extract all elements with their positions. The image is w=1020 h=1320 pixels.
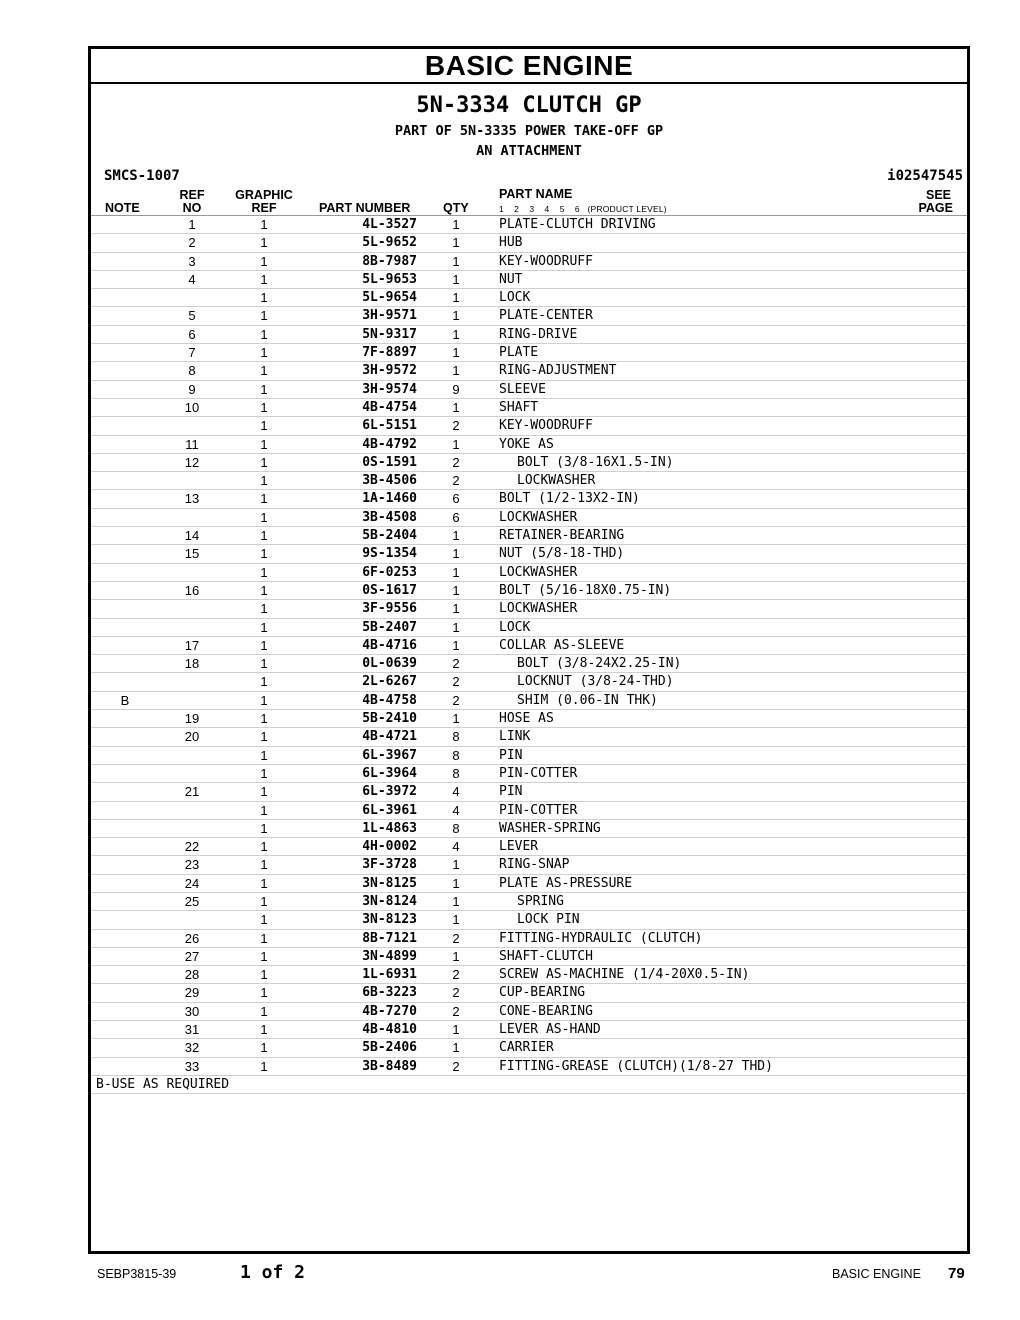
graphic-ref-cell: 1 (260, 582, 268, 598)
header-product-levels: 1 2 3 4 5 6 (PRODUCT LEVEL) (499, 204, 667, 214)
part-number-cell: 6F-0253 (362, 564, 417, 580)
part-name-cell: RING-DRIVE (499, 326, 578, 342)
qty-cell: 2 (452, 674, 460, 690)
qty-cell: 1 (452, 893, 460, 909)
part-name-cell: PLATE-CLUTCH DRIVING (499, 217, 656, 232)
subtitle-part-of: PART OF 5N-3335 POWER TAKE-OFF GP (394, 123, 664, 139)
part-number-cell: 5N-9317 (362, 326, 417, 342)
qty-cell: 2 (452, 967, 460, 983)
table-row (91, 454, 967, 472)
table-row (91, 216, 967, 234)
graphic-ref-cell: 1 (260, 619, 268, 635)
qty-cell: 1 (452, 308, 460, 324)
header-graphic-line1: GRAPHIC (235, 188, 293, 202)
table-row (91, 253, 967, 271)
qty-cell: 2 (452, 930, 460, 946)
table-row (91, 582, 967, 600)
part-name-cell: LOCKWASHER (499, 601, 578, 617)
graphic-ref-cell: 1 (260, 1003, 268, 1019)
part-number-cell: 0L-0639 (362, 656, 417, 672)
part-number-cell: 0S-1617 (362, 582, 417, 598)
part-name-cell: LEVER (499, 839, 539, 855)
qty-cell: 4 (452, 784, 460, 800)
graphic-ref-cell: 1 (260, 601, 268, 617)
qty-cell: 1 (452, 399, 460, 415)
qty-cell: 1 (452, 1022, 460, 1038)
qty-cell: 1 (452, 1040, 460, 1056)
part-name-cell: CARRIER (499, 1040, 554, 1056)
subtitle-attachment: AN ATTACHMENT (476, 143, 582, 159)
header-qty: QTY (443, 201, 469, 215)
graphic-ref-cell: 1 (260, 1040, 268, 1056)
ref-no-cell: 23 (184, 857, 200, 873)
table-row (91, 326, 967, 344)
group-title: 5N-3334 CLUTCH GP (416, 93, 642, 118)
part-number-cell: 1L-4863 (362, 820, 417, 836)
graphic-ref-cell: 1 (260, 637, 268, 653)
part-name-cell: LOCKWASHER (499, 564, 578, 580)
note-cell: B (120, 692, 130, 708)
part-name-cell: HOSE AS (499, 711, 554, 727)
part-number-cell: 4H-0002 (362, 839, 417, 855)
graphic-ref-cell: 1 (260, 399, 268, 415)
graphic-ref-cell: 1 (260, 491, 268, 507)
part-name-cell: SCREW AS-MACHINE (1/4-20X0.5-IN) (499, 967, 750, 983)
part-name-cell: NUT (5/8-18-THD) (499, 546, 625, 562)
footer-page-number: 79 (948, 1265, 965, 1282)
ref-no-cell: 26 (184, 930, 200, 946)
qty-cell: 2 (452, 985, 460, 1001)
qty-cell: 1 (452, 637, 460, 653)
part-name-cell: PIN-COTTER (499, 802, 578, 818)
parts-page-frame (88, 46, 970, 1254)
table-row (91, 234, 967, 252)
qty-cell: 1 (452, 912, 460, 928)
qty-cell: 1 (452, 253, 460, 269)
part-name-cell: CUP-BEARING (499, 985, 586, 1001)
part-name-cell: PIN-COTTER (499, 765, 578, 781)
header-see-line1: SEE (925, 188, 951, 202)
part-number-cell: 3N-8124 (362, 893, 417, 909)
table-row (91, 948, 967, 966)
table-row (91, 362, 967, 380)
graphic-ref-cell: 1 (260, 217, 268, 232)
graphic-ref-cell: 1 (260, 528, 268, 544)
part-name-cell: SPRING (517, 893, 564, 909)
ref-no-cell: 16 (184, 582, 200, 598)
table-row (91, 765, 967, 783)
qty-cell: 8 (452, 820, 460, 836)
part-number-cell: 5B-2410 (362, 711, 417, 727)
table-row (91, 289, 967, 307)
graphic-ref-cell: 1 (260, 326, 268, 342)
part-name-cell: PIN (499, 784, 523, 800)
ref-no-cell: 22 (184, 839, 200, 855)
part-name-cell: LOCKWASHER (499, 509, 578, 525)
table-row (91, 838, 967, 856)
table-row (91, 509, 967, 527)
ref-no-cell: 20 (184, 729, 200, 745)
graphic-ref-cell: 1 (260, 509, 268, 525)
part-number-cell: 4B-4792 (362, 436, 417, 452)
graphic-ref-cell: 1 (260, 948, 268, 964)
table-row (91, 820, 967, 838)
part-number-cell: 3N-8125 (362, 875, 417, 891)
graphic-ref-cell: 1 (260, 363, 268, 379)
qty-cell: 1 (452, 619, 460, 635)
qty-cell: 4 (452, 802, 460, 818)
part-number-cell: 1A-1460 (362, 491, 417, 507)
table-row (91, 271, 967, 289)
ref-no-cell: 6 (188, 326, 196, 342)
qty-cell: 1 (452, 217, 460, 232)
meta-row (91, 168, 967, 188)
graphic-ref-cell: 1 (260, 454, 268, 470)
graphic-ref-cell: 1 (260, 235, 268, 251)
qty-cell: 2 (452, 418, 460, 434)
ref-no-cell: 4 (188, 271, 196, 287)
part-name-cell: RING-SNAP (499, 857, 570, 873)
graphic-ref-cell: 1 (260, 692, 268, 708)
graphic-ref-cell: 1 (260, 820, 268, 836)
part-number-cell: 4B-4754 (362, 399, 417, 415)
part-name-cell: PLATE (499, 345, 539, 361)
part-name-cell: SHAFT-CLUTCH (499, 948, 593, 964)
table-row (91, 984, 967, 1002)
ref-no-cell: 18 (184, 656, 200, 672)
illustration-reference: i02547545 (887, 168, 963, 184)
part-number-cell: 4B-4721 (362, 729, 417, 745)
footnote: B-USE AS REQUIRED (91, 1076, 967, 1094)
qty-cell: 1 (452, 326, 460, 342)
part-number-cell: 5B-2407 (362, 619, 417, 635)
graphic-ref-cell: 1 (260, 418, 268, 434)
ref-no-cell: 33 (184, 1058, 200, 1074)
graphic-ref-cell: 1 (260, 747, 268, 763)
part-number-cell: 3H-9572 (362, 363, 417, 379)
footer-document-id: SEBP3815-39 (97, 1267, 177, 1281)
table-row (91, 655, 967, 673)
part-name-cell: PLATE-CENTER (499, 308, 593, 324)
smcs-code: SMCS-1007 (104, 168, 180, 184)
ref-no-cell: 28 (184, 967, 200, 983)
part-number-cell: 4B-4758 (362, 692, 417, 708)
graphic-ref-cell: 1 (260, 1058, 268, 1074)
header-part-name: PART NAME (499, 187, 573, 201)
ref-no-cell: 1 (188, 217, 196, 232)
qty-cell: 2 (452, 473, 460, 489)
qty-cell: 1 (452, 711, 460, 727)
qty-cell: 1 (452, 290, 460, 306)
part-name-cell: CONE-BEARING (499, 1003, 593, 1019)
part-number-cell: 6L-5151 (362, 418, 417, 434)
table-row (91, 747, 967, 765)
part-name-cell: LOCKWASHER (517, 473, 596, 489)
part-name-cell: BOLT (5/16-18X0.75-IN) (499, 582, 672, 598)
table-row (91, 600, 967, 618)
qty-cell: 2 (452, 454, 460, 470)
part-name-cell: LOCK PIN (517, 912, 580, 928)
part-name-cell: LOCK (499, 290, 531, 306)
table-row (91, 710, 967, 728)
qty-cell: 9 (452, 381, 460, 397)
part-number-cell: 6L-3961 (362, 802, 417, 818)
part-number-cell: 3N-8123 (362, 912, 417, 928)
part-name-cell: PLATE AS-PRESSURE (499, 875, 633, 891)
table-row (91, 472, 967, 490)
part-number-cell: 0S-1591 (362, 454, 417, 470)
ref-no-cell: 14 (184, 528, 200, 544)
table-row (91, 564, 967, 582)
part-number-cell: 4B-4810 (362, 1022, 417, 1038)
header-note: NOTE (105, 201, 140, 215)
table-row (91, 399, 967, 417)
part-number-cell: 6L-3964 (362, 765, 417, 781)
part-name-cell: NUT (499, 271, 523, 287)
part-name-cell: LEVER AS-HAND (499, 1022, 601, 1038)
ref-no-cell: 17 (184, 637, 200, 653)
ref-no-cell: 32 (184, 1040, 200, 1056)
table-row (91, 1021, 967, 1039)
part-name-cell: COLLAR AS-SLEEVE (499, 637, 625, 653)
column-headers (91, 188, 967, 216)
graphic-ref-cell: 1 (260, 674, 268, 690)
section-title: BASIC ENGINE (91, 49, 967, 84)
graphic-ref-cell: 1 (260, 381, 268, 397)
ref-no-cell: 31 (184, 1022, 200, 1038)
graphic-ref-cell: 1 (260, 656, 268, 672)
part-name-cell: FITTING-GREASE (CLUTCH)(1/8-27 THD) (499, 1058, 773, 1074)
part-name-cell: KEY-WOODRUFF (499, 253, 593, 269)
graphic-ref-cell: 1 (260, 546, 268, 562)
ref-no-cell: 15 (184, 546, 200, 562)
part-number-cell: 3H-9574 (362, 381, 417, 397)
graphic-ref-cell: 1 (260, 308, 268, 324)
footer-section: BASIC ENGINE (832, 1267, 921, 1281)
table-row (91, 911, 967, 929)
qty-cell: 1 (452, 601, 460, 617)
qty-cell: 1 (452, 345, 460, 361)
table-row (91, 1058, 967, 1076)
graphic-ref-cell: 1 (260, 711, 268, 727)
ref-no-cell: 8 (188, 363, 196, 379)
part-number-cell: 6B-3223 (362, 985, 417, 1001)
qty-cell: 1 (452, 528, 460, 544)
ref-no-cell: 19 (184, 711, 200, 727)
part-number-cell: 6L-3972 (362, 784, 417, 800)
qty-cell: 6 (452, 491, 460, 507)
part-number-cell: 3B-8489 (362, 1058, 417, 1074)
graphic-ref-cell: 1 (260, 839, 268, 855)
graphic-ref-cell: 1 (260, 1022, 268, 1038)
table-row (91, 930, 967, 948)
part-number-cell: 7F-8897 (362, 345, 417, 361)
part-name-cell: BOLT (1/2-13X2-IN) (499, 491, 640, 507)
header-graphic-line2: REF (251, 201, 277, 215)
part-number-cell: 5L-9653 (362, 271, 417, 287)
part-number-cell: 3F-9556 (362, 601, 417, 617)
qty-cell: 1 (452, 582, 460, 598)
graphic-ref-cell: 1 (260, 253, 268, 269)
header-see-line2: PAGE (918, 201, 953, 215)
qty-cell: 2 (452, 656, 460, 672)
table-row (91, 527, 967, 545)
part-name-cell: KEY-WOODRUFF (499, 418, 593, 434)
table-row (91, 490, 967, 508)
table-row (91, 307, 967, 325)
part-name-cell: LOCK (499, 619, 531, 635)
part-name-cell: LOCKNUT (3/8-24-THD) (517, 674, 674, 690)
graphic-ref-cell: 1 (260, 967, 268, 983)
graphic-ref-cell: 1 (260, 912, 268, 928)
part-name-cell: SHIM (0.06-IN THK) (517, 692, 658, 708)
part-number-cell: 5B-2404 (362, 528, 417, 544)
qty-cell: 1 (452, 235, 460, 251)
ref-no-cell: 9 (188, 381, 196, 397)
graphic-ref-cell: 1 (260, 893, 268, 909)
ref-no-cell: 24 (184, 875, 200, 891)
table-row (91, 692, 967, 710)
part-name-cell: YOKE AS (499, 436, 554, 452)
table-row (91, 1003, 967, 1021)
part-name-cell: BOLT (3/8-16X1.5-IN) (517, 454, 674, 470)
table-row (91, 728, 967, 746)
part-number-cell: 5B-2406 (362, 1040, 417, 1056)
footer-page-of: 1 of 2 (240, 1262, 306, 1283)
ref-no-cell: 7 (188, 345, 196, 361)
graphic-ref-cell: 1 (260, 436, 268, 452)
graphic-ref-cell: 1 (260, 271, 268, 287)
table-row (91, 381, 967, 399)
table-row (91, 966, 967, 984)
table-row (91, 637, 967, 655)
part-name-cell: FITTING-HYDRAULIC (CLUTCH) (499, 930, 703, 946)
graphic-ref-cell: 1 (260, 802, 268, 818)
table-row (91, 619, 967, 637)
ref-no-cell: 12 (184, 454, 200, 470)
qty-cell: 1 (452, 363, 460, 379)
part-number-cell: 9S-1354 (362, 546, 417, 562)
part-number-cell: 1L-6931 (362, 967, 417, 983)
ref-no-cell: 27 (184, 948, 200, 964)
qty-cell: 8 (452, 729, 460, 745)
qty-cell: 6 (452, 509, 460, 525)
part-number-cell: 5L-9652 (362, 235, 417, 251)
header-ref-line2: NO (182, 201, 202, 215)
qty-cell: 1 (452, 875, 460, 891)
ref-no-cell: 25 (184, 893, 200, 909)
part-number-cell: 8B-7121 (362, 930, 417, 946)
part-number-cell: 3B-4506 (362, 473, 417, 489)
graphic-ref-cell: 1 (260, 985, 268, 1001)
qty-cell: 2 (452, 1058, 460, 1074)
part-name-cell: LINK (499, 729, 531, 745)
ref-no-cell: 10 (184, 399, 200, 415)
part-number-cell: 8B-7987 (362, 253, 417, 269)
part-number-cell: 4B-4716 (362, 637, 417, 653)
graphic-ref-cell: 1 (260, 784, 268, 800)
graphic-ref-cell: 1 (260, 875, 268, 891)
part-name-cell: PIN (499, 747, 523, 763)
graphic-ref-cell: 1 (260, 564, 268, 580)
part-name-cell: SHAFT (499, 399, 539, 415)
table-row (91, 856, 967, 874)
part-number-cell: 4L-3527 (362, 217, 417, 232)
part-name-cell: RETAINER-BEARING (499, 528, 625, 544)
table-row (91, 893, 967, 911)
part-number-cell: 5L-9654 (362, 290, 417, 306)
part-number-cell: 4B-7270 (362, 1003, 417, 1019)
part-number-cell: 2L-6267 (362, 674, 417, 690)
table-row (91, 875, 967, 893)
ref-no-cell: 13 (184, 491, 200, 507)
header-part-number: PART NUMBER (319, 201, 411, 215)
qty-cell: 1 (452, 564, 460, 580)
part-number-cell: 3B-4508 (362, 509, 417, 525)
graphic-ref-cell: 1 (260, 930, 268, 946)
table-row (91, 1039, 967, 1057)
ref-no-cell: 11 (185, 436, 199, 452)
qty-cell: 1 (452, 436, 460, 452)
graphic-ref-cell: 1 (260, 857, 268, 873)
ref-no-cell: 21 (184, 784, 200, 800)
ref-no-cell: 3 (188, 253, 196, 269)
part-name-cell: RING-ADJUSTMENT (499, 363, 617, 379)
qty-cell: 4 (452, 839, 460, 855)
table-row (91, 545, 967, 563)
graphic-ref-cell: 1 (260, 290, 268, 306)
part-name-cell: SLEEVE (499, 381, 546, 397)
graphic-ref-cell: 1 (260, 473, 268, 489)
ref-no-cell: 29 (184, 985, 200, 1001)
ref-no-cell: 2 (188, 235, 196, 251)
qty-cell: 1 (452, 546, 460, 562)
ref-no-cell: 30 (184, 1003, 200, 1019)
part-number-cell: 3H-9571 (362, 308, 417, 324)
table-row (91, 417, 967, 435)
graphic-ref-cell: 1 (260, 345, 268, 361)
part-number-cell: 3F-3728 (362, 857, 417, 873)
qty-cell: 8 (452, 765, 460, 781)
qty-cell: 2 (452, 1003, 460, 1019)
part-name-cell: HUB (499, 235, 523, 251)
table-row (91, 436, 967, 454)
parts-table (91, 216, 967, 1076)
table-row (91, 673, 967, 691)
header-ref-line1: REF (179, 188, 205, 202)
graphic-ref-cell: 1 (260, 765, 268, 781)
qty-cell: 1 (452, 271, 460, 287)
part-name-cell: BOLT (3/8-24X2.25-IN) (517, 656, 682, 672)
table-row (91, 783, 967, 801)
part-name-cell: WASHER-SPRING (499, 820, 601, 836)
qty-cell: 8 (452, 747, 460, 763)
graphic-ref-cell: 1 (260, 729, 268, 745)
qty-cell: 1 (452, 857, 460, 873)
page-footer (0, 1262, 1020, 1292)
table-row (91, 344, 967, 362)
part-number-cell: 6L-3967 (362, 747, 417, 763)
ref-no-cell: 5 (188, 308, 196, 324)
part-number-cell: 3N-4899 (362, 948, 417, 964)
qty-cell: 1 (452, 948, 460, 964)
qty-cell: 2 (452, 692, 460, 708)
table-row (91, 802, 967, 820)
